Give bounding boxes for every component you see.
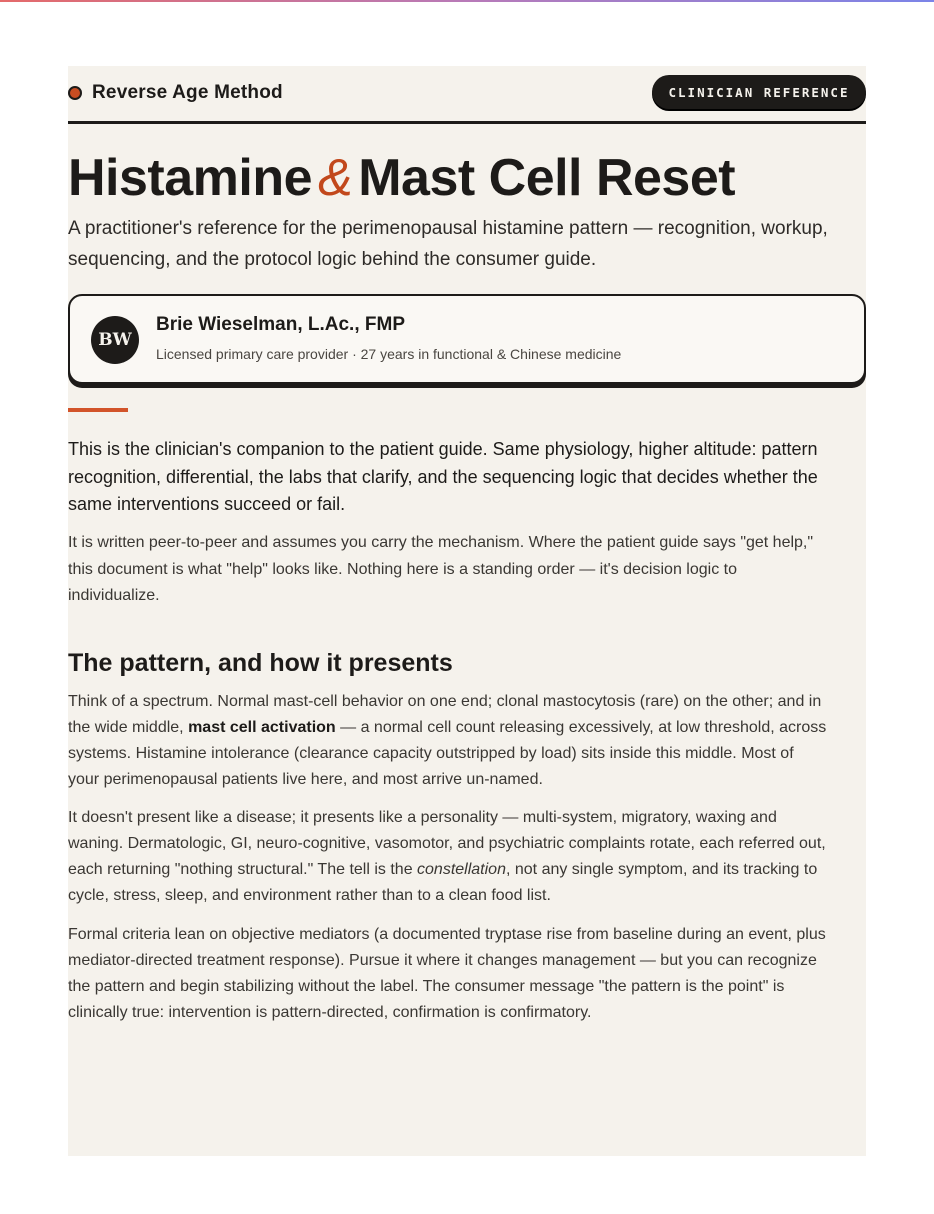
avatar: BW: [91, 316, 139, 364]
accent-divider: [68, 408, 128, 412]
section-paragraph-3: Formal criteria lean on objective mediators (a documented tryptase rise from baseline during an event, plus mediator-directed treatment response). Pursue it where it changes management — but you can recognize the pattern and begin stabilizing without the label. The consumer message "the pattern is the point" is clinically true: intervention is pattern-directed, confirmation is confirmatory.: [68, 926, 826, 1021]
top-accent-bar: [0, 0, 934, 2]
author-name: Brie Wieselman, L.Ac., FMP: [156, 314, 406, 335]
title-part-1: Histamine: [68, 149, 313, 207]
brand-name: Reverse Age Method: [92, 82, 283, 103]
clinician-reference-badge: CLINICIAN REFERENCE: [652, 75, 866, 109]
section-paragraph-2: [68, 805, 828, 909]
author-credentials: Licensed primary care provider · 27 years in functional & Chinese medicine: [156, 346, 622, 362]
p1-bold-term: mast cell activation: [188, 719, 336, 736]
p2-text-after: , not any single symptom, and its tracking to cycle, stress, sleep, and environment rather than to a clean food list.: [68, 861, 818, 904]
intro-paragraph: It is written peer-to-peer and assumes you carry the mechanism. Where the patient guide says "get help," this document is what "help" looks like. Nothing here is a standing order — it's decision logic to individualize.: [68, 534, 814, 604]
p1-text-before: Think of a spectrum. Normal mast-cell behavior on one end; clonal mastocytosis (rare) on the other; and in the wide middle,: [68, 693, 822, 736]
lead-paragraph: This is the clinician's companion to the patient guide. Same physiology, higher altitude: pattern recognition, differential, the labs that clarify, and the sequencing logic that decides whether the same interventions succeed or fail.: [68, 439, 818, 514]
author-card: [68, 294, 866, 384]
title-part-2: Mast Cell Reset: [358, 149, 736, 207]
p1-text-after: — a normal cell count releasing excessively, at low threshold, across systems. Histamine intolerance (clearance capacity outstripped by load) sits inside this middle. Most of your perimenopausal patients live here, and most arrive un-named.: [68, 719, 827, 788]
section-paragraph-1: [68, 689, 828, 793]
title-ampersand: &: [318, 149, 353, 207]
document-header: [68, 66, 866, 124]
page-title: [68, 146, 735, 210]
brand-dot-icon: [68, 86, 82, 100]
document-page: [68, 66, 866, 1156]
p2-text-before: It doesn't present like a disease; it presents like a personality — multi-system, migratory, waxing and waning. Dermatologic, GI, neuro-cognitive, vasomotor, and psychiatric complaints rotate, each referred out, each returning "nothing structural." The tell is the: [68, 809, 826, 878]
section-heading: The pattern, and how it presents: [68, 649, 453, 677]
page-subtitle: A practitioner's reference for the perimenopausal histamine pattern — recognition, workup, sequencing, and the protocol logic behind the consumer guide.: [68, 218, 828, 270]
brand: [68, 80, 283, 106]
p2-italic-term: constellation: [417, 861, 506, 878]
